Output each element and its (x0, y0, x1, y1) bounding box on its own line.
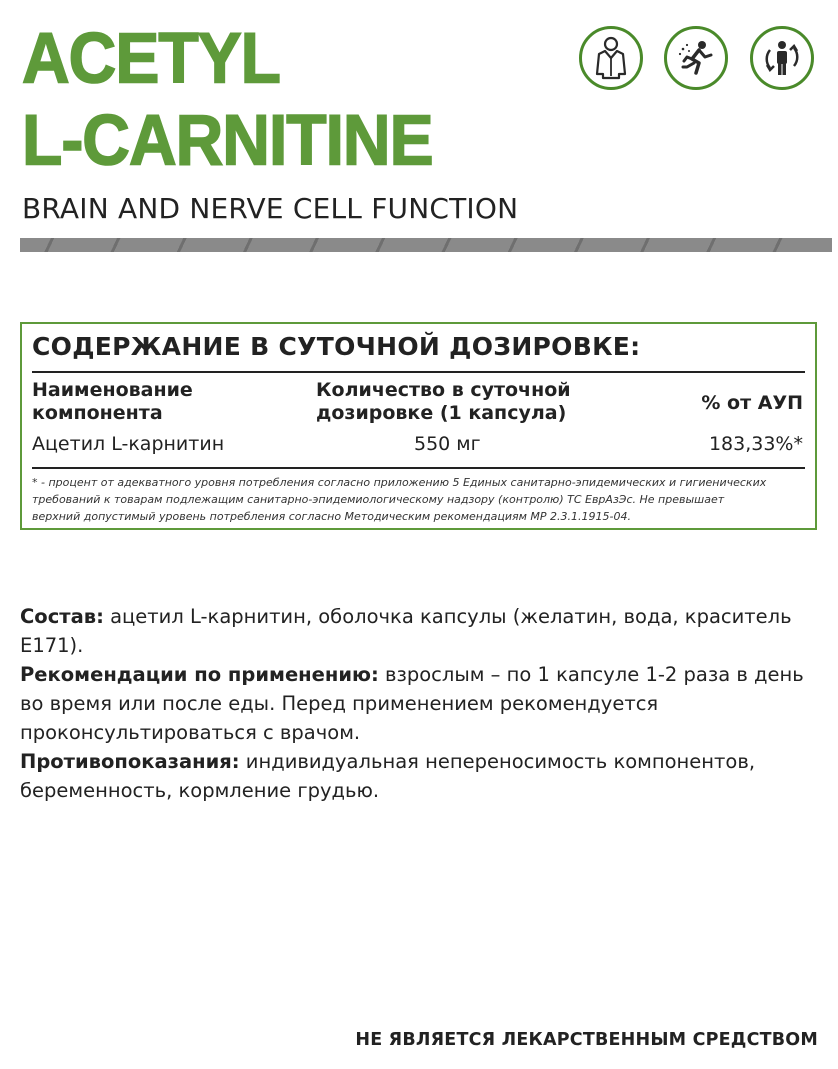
decorative-stripe (20, 238, 832, 252)
person-jacket-icon (579, 26, 643, 90)
product-title-line1: ACETYL (22, 17, 280, 98)
product-info (20, 602, 820, 805)
table-divider-bottom (32, 467, 805, 469)
composition-text: ацетил L-карнитин, оболочка капсулы (желатин, вода, краситель Е171). (20, 605, 792, 657)
usage-label: Рекомендации по применению: (20, 663, 379, 686)
column-header-amount-line1: Количество в суточной (316, 379, 571, 401)
column-header-name-line1: Наименование (32, 379, 193, 401)
contraindications-label: Противопоказания: (20, 750, 240, 773)
footnote-line3: верхний допустимый уровень потребления согласно Методическим рекомендациям МР 2.3.1.1915-04. (32, 510, 631, 523)
column-header-name (32, 379, 193, 425)
row-component-percent: 183,33%* (708, 433, 803, 455)
column-header-amount (316, 379, 571, 425)
person-refresh-icon (750, 26, 814, 90)
usage-paragraph (20, 660, 820, 747)
contraindications-paragraph (20, 747, 820, 805)
disclaimer-footer: НЕ ЯВЛЯЕТСЯ ЛЕКАРСТВЕННЫМ СРЕДСТВОМ (355, 1030, 818, 1050)
dosage-table (20, 322, 817, 530)
column-header-amount-line2: дозировке (1 капсула) (316, 402, 567, 424)
row-component-name: Ацетил L-карнитин (32, 433, 225, 455)
column-header-percent: % от АУП (701, 392, 803, 414)
row-component-amount: 550 мг (414, 433, 481, 455)
usage-text: взрослым – по 1 капсуле 1-2 раза в день во время или после еды. Перед применением рекомендуется проконсультироваться с врачом. (20, 663, 804, 744)
footnote-line2: требований к товарам подлежащим санитарно-эпидемиологическому надзору (контролю) ТС ЕврАзЭс. Не превышает (32, 493, 725, 506)
dosage-table-title: СОДЕРЖАНИЕ В СУТОЧНОЙ ДОЗИРОВКЕ: (32, 332, 641, 361)
table-footnote (32, 474, 807, 525)
product-title-line2: L-CARNITINE (22, 99, 433, 180)
footnote-line1: * - процент от адекватного уровня потребления согласно приложению 5 Единых санитарно-эпидемических и гигиенических (32, 476, 767, 489)
table-divider-top (32, 371, 805, 373)
product-subtitle: BRAIN AND NERVE CELL FUNCTION (22, 192, 519, 225)
composition-paragraph (20, 602, 820, 660)
column-header-name-line2: компонента (32, 402, 163, 424)
contraindications-text: индивидуальная непереносимость компонентов, беременность, кормление грудью. (20, 750, 756, 802)
composition-label: Состав: (20, 605, 104, 628)
running-man-icon (664, 26, 728, 90)
